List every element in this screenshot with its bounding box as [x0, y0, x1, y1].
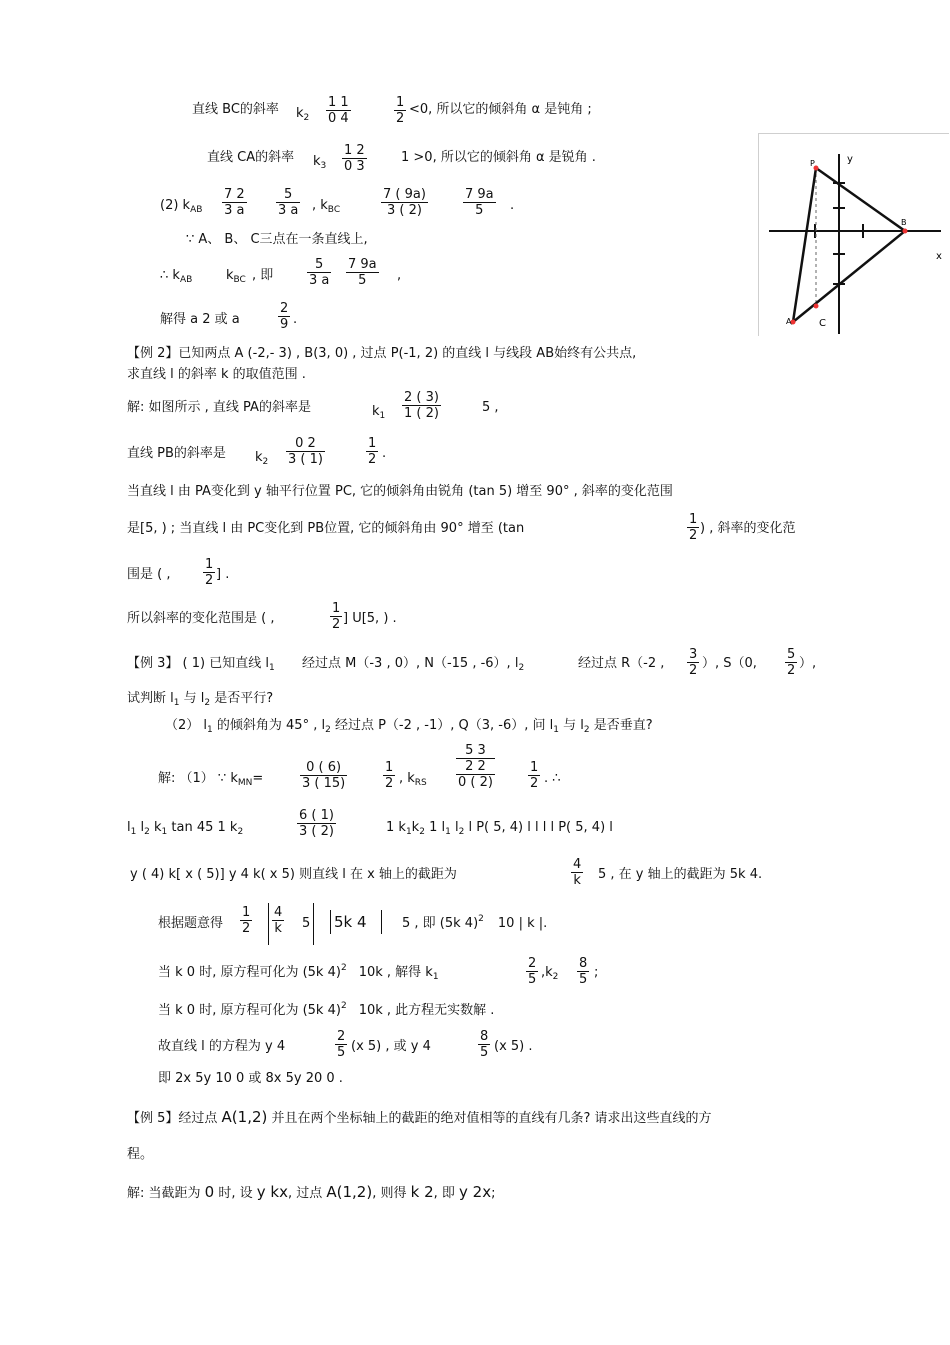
fraction: 1 2 — [332, 601, 341, 632]
label-y: y — [847, 154, 853, 165]
text-line: 程。 — [127, 1147, 154, 1162]
label-x: x — [936, 251, 942, 262]
fraction: 3 2 — [689, 647, 698, 678]
fraction: 1 2 — [396, 95, 405, 126]
text-line: . ∴ — [544, 771, 561, 786]
text-line: (x 5) . — [494, 1039, 533, 1054]
text-line: <0, 所以它的倾斜角 α 是钝角 ; — [409, 102, 592, 117]
example-3-title: 【例 3】 ( 1) 已知直线 $l_1$ — [127, 656, 275, 673]
text-line: 1 >0, 所以它的倾斜角 α 是锐角 . — [401, 150, 596, 165]
text-line: 求直线 l 的斜率 k 的取值范围 . — [127, 367, 306, 382]
label-p: P — [810, 159, 815, 168]
abs-bar — [381, 910, 382, 934]
text-line: 5 , — [482, 400, 499, 415]
text-line: . — [293, 312, 298, 327]
text-line: . — [382, 446, 387, 461]
text-line: , — [397, 268, 402, 283]
text-line: $,k_2$ — [541, 965, 559, 982]
fraction: 6 ( 1) 3 ( 2) — [299, 808, 334, 839]
abs-bar — [330, 910, 331, 934]
fraction: 2 ( 3) 1 ( 2) — [404, 390, 439, 421]
fraction: 4 k — [274, 905, 283, 936]
fraction: 0 ( 6) 3 ( 15) — [302, 760, 346, 791]
text-line: (2) $k_{AB}$ — [160, 198, 203, 215]
example-2-title: 【例 2】已知两点 A (-2,- 3) , B(3, 0) , 过点 P(-1, 2) 的直线 l 与线段 AB始终有公共点, — [127, 346, 637, 361]
fraction: 2 5 — [337, 1029, 346, 1060]
fraction: 4 k — [573, 857, 582, 888]
fraction: 0 2 3 ( 1) — [288, 436, 323, 467]
label-b: B — [901, 218, 907, 227]
text-line: 当 k 0 时, 原方程可化为 (5k 4)$^2$ 10k , 解得 $k_1$ — [158, 963, 439, 982]
text-line: 直线 PB的斜率是 — [127, 446, 226, 461]
text-line: 经过点 R（-2 , — [578, 656, 665, 671]
text-line: （2） $l_1$ 的倾斜角为 45° , $l_2$ 经过点 P（-2 , -1）, Q（3, -6）, 问 $l_1$ 与 $l_2$ 是否垂直? — [165, 718, 653, 735]
text-line: (x 5) , 或 y 4 — [351, 1039, 431, 1054]
label-c: C — [819, 318, 826, 329]
text-line: , $k_{BC}$ — [312, 198, 341, 215]
fraction: 8 5 — [579, 956, 588, 987]
line-ca-slope-label: 直线 CA的斜率 — [207, 150, 295, 165]
text-line: 解: 如图所示 , 直线 PA的斜率是 — [127, 400, 311, 415]
fraction: 7 9a 5 — [465, 187, 494, 218]
text-line: ）, — [799, 656, 817, 671]
fraction: 2 9 — [280, 301, 289, 332]
text-line: 5 — [302, 916, 311, 931]
label-a: A — [786, 317, 792, 326]
text-line: 围是 ( , — [127, 567, 171, 582]
fraction: 2 5 — [528, 956, 537, 987]
text-line: 即 2x 5y 10 0 或 8x 5y 20 0 . — [158, 1071, 343, 1086]
text-line: 解: （1） ∵ $k_{MN}=$ — [158, 771, 264, 788]
text-line: , 即 — [252, 268, 274, 283]
fraction: 8 5 — [480, 1029, 489, 1060]
text-line: , $k_{RS}$ — [399, 771, 427, 788]
text-line: ] . — [216, 567, 230, 582]
k3-symbol: $k_3$ — [313, 154, 327, 171]
text-line: 根据题意得 — [158, 916, 224, 931]
abs-bar — [313, 903, 314, 945]
text-line: ）, S（0, — [702, 656, 757, 671]
k2-symbol: $k_2$ — [255, 450, 269, 467]
fraction: 5 3 a — [278, 187, 299, 218]
fraction: 7 9a 5 — [348, 257, 377, 288]
text-line: ] U[5, ) . — [343, 611, 397, 626]
text-line: 故直线 l 的方程为 y 4 — [158, 1039, 286, 1054]
text-line: 解得 a 2 或 a — [160, 312, 240, 327]
point-b — [903, 229, 908, 234]
text-line: 试判断 $l_1$ 与 $l_2$ 是否平行? — [127, 691, 274, 708]
text-line: 1 $k_1k_2$ 1 $l_1$ $l_2$ l P( 5, 4) l l l l P( 5, 4) l — [386, 820, 613, 837]
fraction: 5 2 — [787, 647, 796, 678]
text-line: y ( 4) k[ x ( 5)] y 4 k( x 5) 则直线 l 在 x 轴上的截距为 — [130, 867, 457, 882]
fraction: 7 ( 9a) 3 ( 2) — [383, 187, 426, 218]
fraction: 5 3 2 2 0 ( 2) — [458, 743, 493, 790]
text-line: 5k 4 — [334, 913, 367, 931]
fraction: 1 2 — [530, 760, 539, 791]
text-line: $k_{BC}$ — [226, 268, 246, 285]
text-line: $l_1$ $l_2$ $k_1$ tan 45 1 $k_2$ — [127, 820, 244, 837]
text-line: 当直线 l 由 PA变化到 y 轴平行位置 PC, 它的倾斜角由锐角 (tan 5) 增至 90° , 斜率的变化范围 — [127, 484, 673, 499]
fraction: 1 2 0 3 — [344, 143, 365, 174]
text-line: 当 k 0 时, 原方程可化为 (5k 4)$^2$ 10k , 此方程无实数解 . — [158, 1001, 495, 1018]
text-line: ∵ A、 B、 C三点在一条直线上, — [186, 232, 368, 247]
triangle-pab — [793, 168, 905, 322]
text-line: ; — [594, 965, 599, 980]
abs-bar — [268, 903, 269, 945]
text-line: ∴ $k_{AB}$ — [160, 268, 193, 285]
point-c — [814, 304, 819, 309]
k1-symbol: $k_1$ — [372, 404, 386, 421]
text-line: 5 , 即 (5k 4)$^2$ 10 | k |. — [402, 914, 548, 931]
text-line: 解: 当截距为 0 时, 设 y kx, 过点 A(1,2), 则得 k 2, 即 y 2x; — [127, 1183, 496, 1201]
text-line: 5 , 在 y 轴上的截距为 5k 4. — [598, 867, 763, 882]
fraction: 1 1 0 4 — [328, 95, 349, 126]
text-line: 是[5, ) ; 当直线 l 由 PC变化到 PB位置, 它的倾斜角由 90° 增至 (tan — [127, 521, 525, 536]
triangle-figure — [758, 133, 949, 336]
fraction: 1 2 — [205, 557, 214, 588]
fraction: 5 3 a — [309, 257, 330, 288]
fraction: 1 2 — [368, 436, 377, 467]
line-bc-slope-label: 直线 BC的斜率 — [192, 102, 279, 117]
text-line: . — [510, 198, 515, 213]
example-5-title: 【例 5】经过点 A(1,2) 并且在两个坐标轴上的截距的绝对值相等的直线有几条? 请求出这些直线的方 — [127, 1108, 712, 1126]
text-line: ) , 斜率的变化范 — [700, 521, 796, 536]
fraction: 1 2 — [242, 905, 251, 936]
text-line: 所以斜率的变化范围是 ( , — [127, 611, 275, 626]
fraction: 7 2 3 a — [224, 187, 245, 218]
triangle-diagram — [759, 134, 949, 336]
k2-symbol: $k_2$ — [296, 106, 310, 123]
text-line: 经过点 M（-3 , 0）, N（-15 , -6）, $l_2$ — [302, 656, 525, 673]
fraction: 1 2 — [385, 760, 394, 791]
fraction: 1 2 — [689, 512, 698, 543]
